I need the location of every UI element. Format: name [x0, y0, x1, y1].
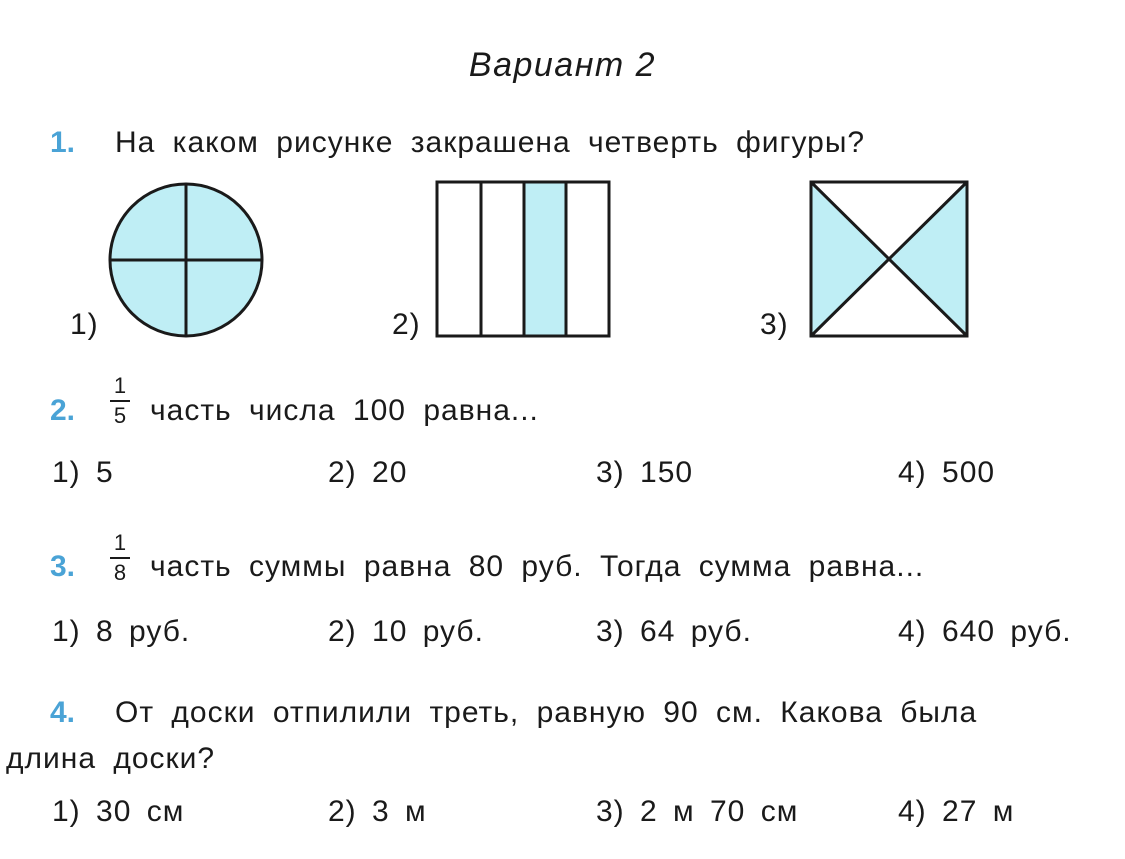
question-2-option-3: 3) 150 [596, 456, 694, 489]
question-4-option-2: 2) 3 м [328, 795, 427, 828]
question-4-number: 4. [50, 696, 76, 729]
figure-3-square [805, 176, 973, 342]
question-4-option-1: 1) 30 см [52, 795, 185, 828]
question-4-option-3: 3) 2 м 70 см [596, 795, 799, 828]
question-3-option-1: 1) 8 руб. [52, 615, 191, 648]
figure-1-circle [100, 180, 270, 350]
question-3-option-2: 2) 10 руб. [328, 615, 484, 648]
figure-2-rectangle [432, 176, 612, 342]
fraction-numerator: 1 [113, 373, 127, 398]
question-3-option-3: 3) 64 руб. [596, 615, 752, 648]
question-2-fraction [110, 374, 130, 428]
fraction-denominator: 5 [113, 403, 127, 428]
question-3-option-4: 4) 640 руб. [898, 615, 1072, 648]
fraction-numerator: 1 [113, 530, 127, 555]
question-2-option-4: 4) 500 [898, 456, 996, 489]
figure-3-label: 3) [760, 308, 789, 341]
question-4-text-line-2: длина доски? [6, 742, 216, 775]
question-2-option-2: 2) 20 [328, 456, 408, 489]
question-2-option-1: 1) 5 [52, 456, 114, 489]
page-title: Вариант 2 [468, 46, 657, 84]
question-4-text-line-1: От доски отпилили треть, равную 90 см. Какова была [115, 696, 978, 729]
question-3-number: 3. [50, 550, 76, 583]
figure-1-label: 1) [70, 308, 99, 341]
figure-2-label: 2) [392, 308, 421, 341]
question-3-fraction [110, 531, 130, 585]
question-2-number: 2. [50, 394, 76, 427]
fraction-denominator: 8 [113, 560, 127, 585]
question-3-text: часть суммы равна 80 руб. Тогда сумма равна... [150, 550, 925, 583]
question-4-option-4: 4) 27 м [898, 795, 1015, 828]
question-1-text: На каком рисунке закрашена четверть фигуры? [115, 126, 866, 159]
question-1-number: 1. [50, 126, 76, 159]
question-2-text: часть числа 100 равна... [150, 394, 539, 427]
